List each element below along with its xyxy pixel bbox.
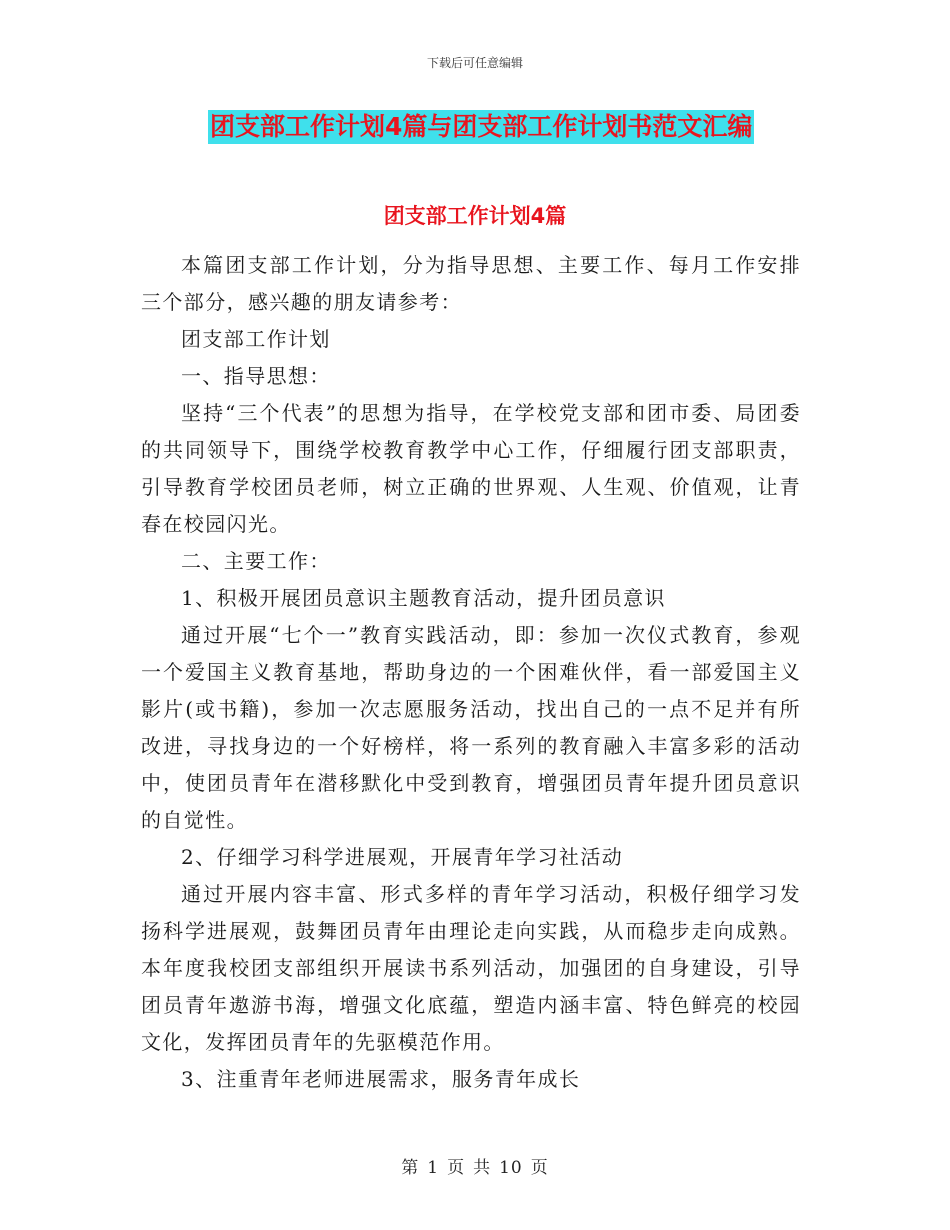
document-section-title: 团支部工作计划4篇 [383, 204, 567, 228]
footer-page-unit: 页 [447, 1158, 466, 1178]
footer-page-number: 1 [427, 1158, 440, 1178]
paragraph-item-three-heading: 3、注重青年老师进展需求，服务青年成长 [181, 1067, 581, 1091]
paragraph-intro: 本篇团支部工作计划，分为指导思想、主要工作、每月工作安排三个部分，感兴趣的朋友请参考： [141, 253, 801, 314]
footer-total-pages: 10 [499, 1158, 523, 1178]
paragraph-plan-heading: 团支部工作计划 [181, 327, 331, 351]
paragraph-item-two-heading: 2、仔细学习科学进展观，开展青年学习社活动 [181, 845, 624, 869]
paragraph-section-one-heading: 一、指导思想： [181, 364, 331, 388]
paragraph-item-two-body: 通过开展内容丰富、形式多样的青年学习活动，积极仔细学习发扬科学进展观，鼓舞团员青年由理论走向实践，从而稳步走向成熟。本年度我校团支部组织开展读书系列活动，加强团的自身建设，引导团员青年遨游书海，增强文化底蕴，塑造内涵丰富、特色鲜亮的校园文化，发挥团员青年的先驱模范作用。 [141, 882, 801, 1054]
paragraph-section-two-heading: 二、主要工作： [181, 549, 331, 573]
paragraph-guiding-thought: 坚持“三个代表”的思想为指导，在学校党支部和团市委、局团委的共同领导下，围绕学校教育教学中心工作，仔细履行团支部职责，引导教育学校团员老师，树立正确的世界观、人生观、价值观，让青春在校园闪光。 [141, 401, 801, 536]
page-footer [0, 1153, 950, 1178]
paragraph-item-one-body: 通过开展“七个一”教育实践活动，即：参加一次仪式教育，参观一个爱国主义教育基地，帮助身边的一个困难伙伴，看一部爱国主义影片(或书籍)，参加一次志愿服务活动，找出自己的一点不足并有所改进，寻找身边的一个好榜样，将一系列的教育融入丰富多彩的活动中，使团员青年在潜移默化中受到教育，增强团员青年提升团员意识的自觉性。 [141, 623, 801, 832]
footer-prefix: 第 [401, 1158, 420, 1178]
page-header-note: 下载后可任意编辑 [426, 56, 523, 70]
paragraph-item-one-heading: 1、积极开展团员意识主题教育活动，提升团员意识 [181, 586, 666, 610]
document-main-title: 团支部工作计划4篇与团支部工作计划书范文汇编 [208, 110, 754, 144]
document-body [141, 247, 801, 1098]
footer-total-label: 共 [473, 1158, 492, 1178]
footer-suffix: 页 [530, 1158, 549, 1178]
